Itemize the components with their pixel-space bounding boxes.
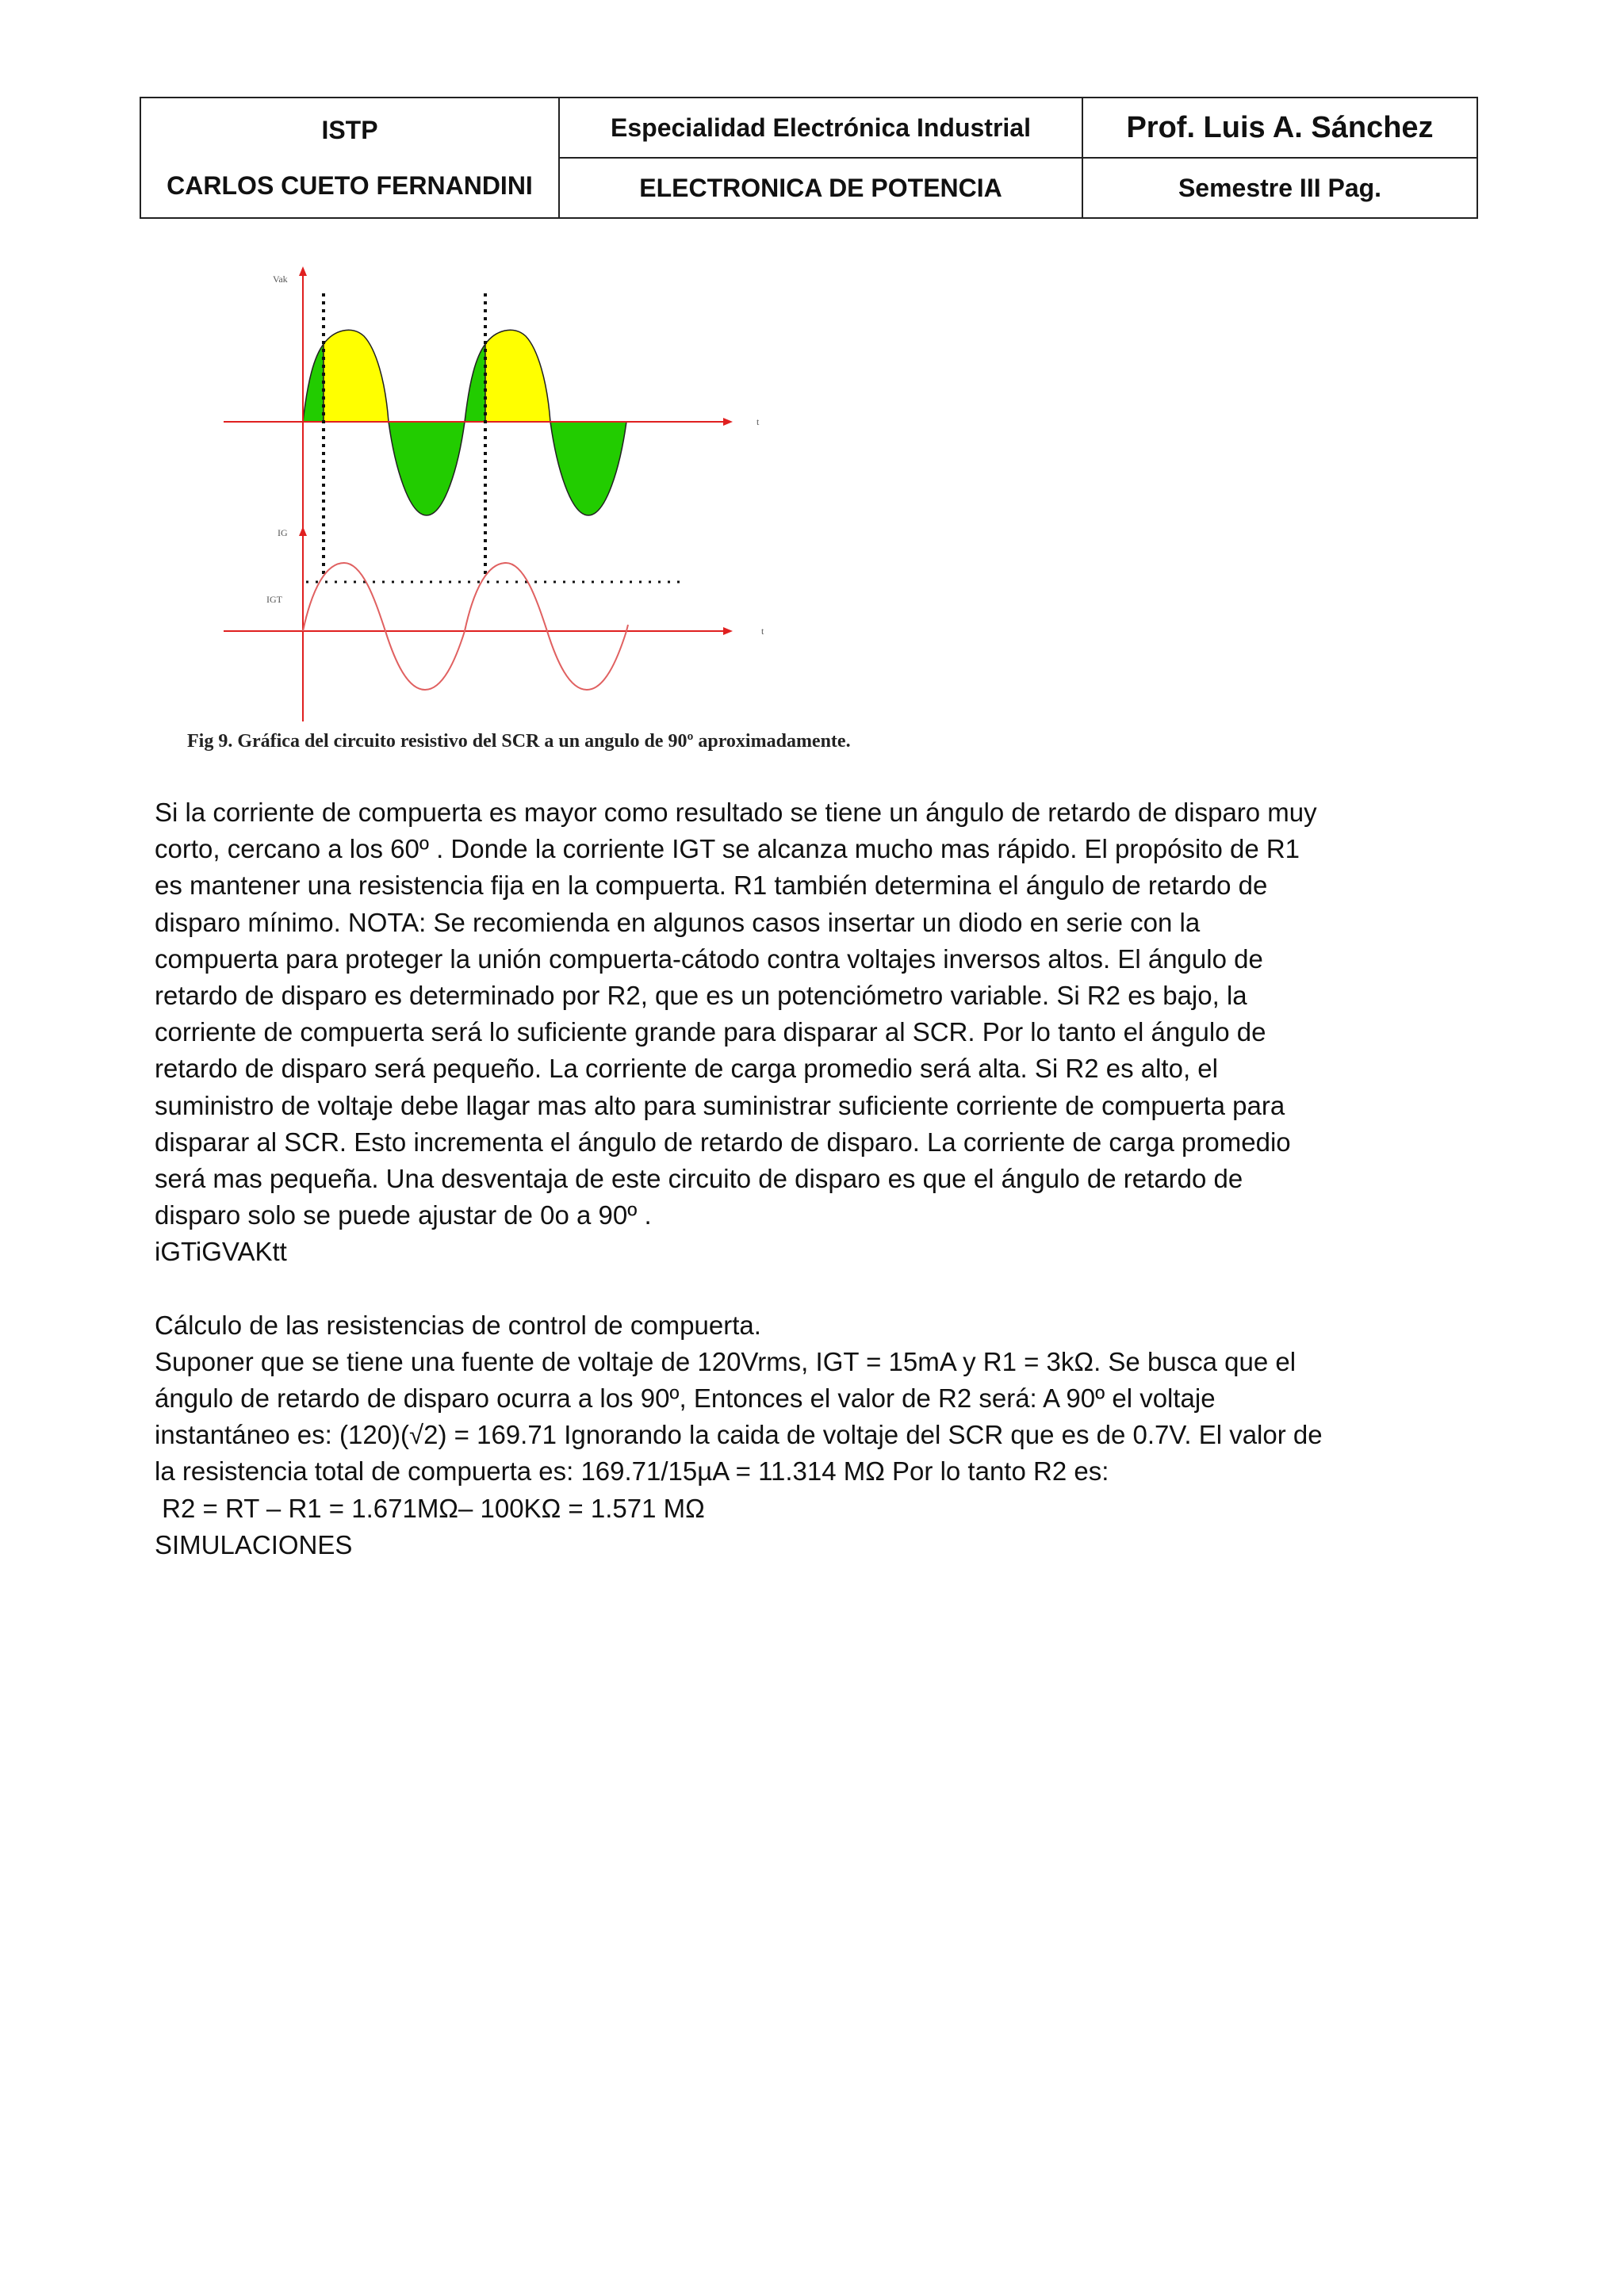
specialty-cell: Especialidad Electrónica Industrial (559, 98, 1082, 158)
variables-line: iGTiGVAKtt (155, 1237, 287, 1267)
vak-waveform (303, 330, 626, 515)
semester-cell: Semestre III Pag. (1082, 158, 1477, 218)
ig-axis-label: IG (278, 527, 288, 538)
body-text (155, 794, 1328, 1563)
paragraph-trigger-angle: Si la corriente de compuerta es mayor como resultado se tiene un ángulo de retardo de disparo muy corto, cercano a los 60º . Donde la corriente IGT se alcanza mucho mas rápido. El propósito de R1 es mantener una resistencia fija en la compuerta. R1 también determina el ángulo de retardo de disparo mínimo. NOTA: Se recomienda en algunos casos insertar un diodo en serie con la compuerta para proteger la unión compuerta-cátodo contra voltajes inversos altos. El ángulo de retardo de disparo es determinado por R2, que es un potenciómetro variable. Si R2 es bajo, la corriente de compuerta será lo suficiente grande para disparar al SCR. Por lo tanto el ángulo de retardo de disparo será pequeño. La corriente de carga promedio será alta. Si R2 es alto, el suministro de voltaje debe llagar mas alto para suministrar suficiente corriente de compuerta para disparar al SCR. Esto incrementa el ángulo de retardo de disparo. La corriente de carga promedio será mas pequeña. Una desventaja de este circuito de disparo es que el ángulo de retardo de disparo solo se puede ajustar de 0o a 90º . (155, 798, 1317, 1230)
conduction-region-1 (324, 330, 389, 422)
blocking-region-2 (550, 422, 626, 515)
scr-waveform-figure (179, 262, 972, 769)
vak-t-label: t (756, 416, 760, 427)
pre-firing-region-2 (465, 344, 485, 422)
ig-axis-t-arrow (723, 627, 733, 635)
gate-current-wave (303, 563, 628, 690)
scr-waveform-diagram (179, 262, 972, 721)
igt-level-label: IGT (266, 594, 282, 605)
pre-firing-region-1 (303, 344, 324, 422)
blocking-region-1 (389, 422, 465, 515)
professor-cell: Prof. Luis A. Sánchez (1082, 98, 1477, 158)
paragraph-calculation: Suponer que se tiene una fuente de voltaje de 120Vrms, IGT = 15mA y R1 = 3kΩ. Se busca que el ángulo de retardo de disparo ocurra a los 90º, Entonces el valor de R2 será: A 90º el voltaje instantáneo es: (120)(√2) = 169.71 Ignorando la caida de voltaje del SCR que es de 0.7V. El valor de la resistencia total de compuerta es: 169.71/15µA = 11.314 MΩ Por lo tanto R2 es: (155, 1346, 1323, 1487)
institution-name: ISTP (321, 116, 378, 144)
equation-r2: R2 = RT – R1 = 1.671MΩ– 100KΩ = 1.571 MΩ (155, 1493, 705, 1523)
vak-axis-y-arrow (299, 266, 307, 276)
vak-axis-t-arrow (723, 418, 733, 426)
institution-subname: CARLOS CUETO FERNANDINI (167, 171, 533, 200)
figure-caption: Fig 9. Gráfica del circuito resistivo del SCR a un angulo de 90º aproximadamente. (187, 731, 851, 752)
vak-axis-label: Vak (273, 274, 288, 285)
conduction-region-2 (485, 330, 550, 422)
header-table (140, 97, 1478, 219)
institution-cell (140, 98, 559, 218)
spacer (155, 1271, 1328, 1307)
section-title: Cálculo de las resistencias de control de compuerta. (155, 1310, 761, 1340)
ig-t-label: t (761, 626, 764, 637)
simulations-heading: SIMULACIONES (155, 1529, 353, 1559)
course-cell: ELECTRONICA DE POTENCIA (559, 158, 1082, 218)
ig-axis-y-arrow (299, 526, 307, 536)
